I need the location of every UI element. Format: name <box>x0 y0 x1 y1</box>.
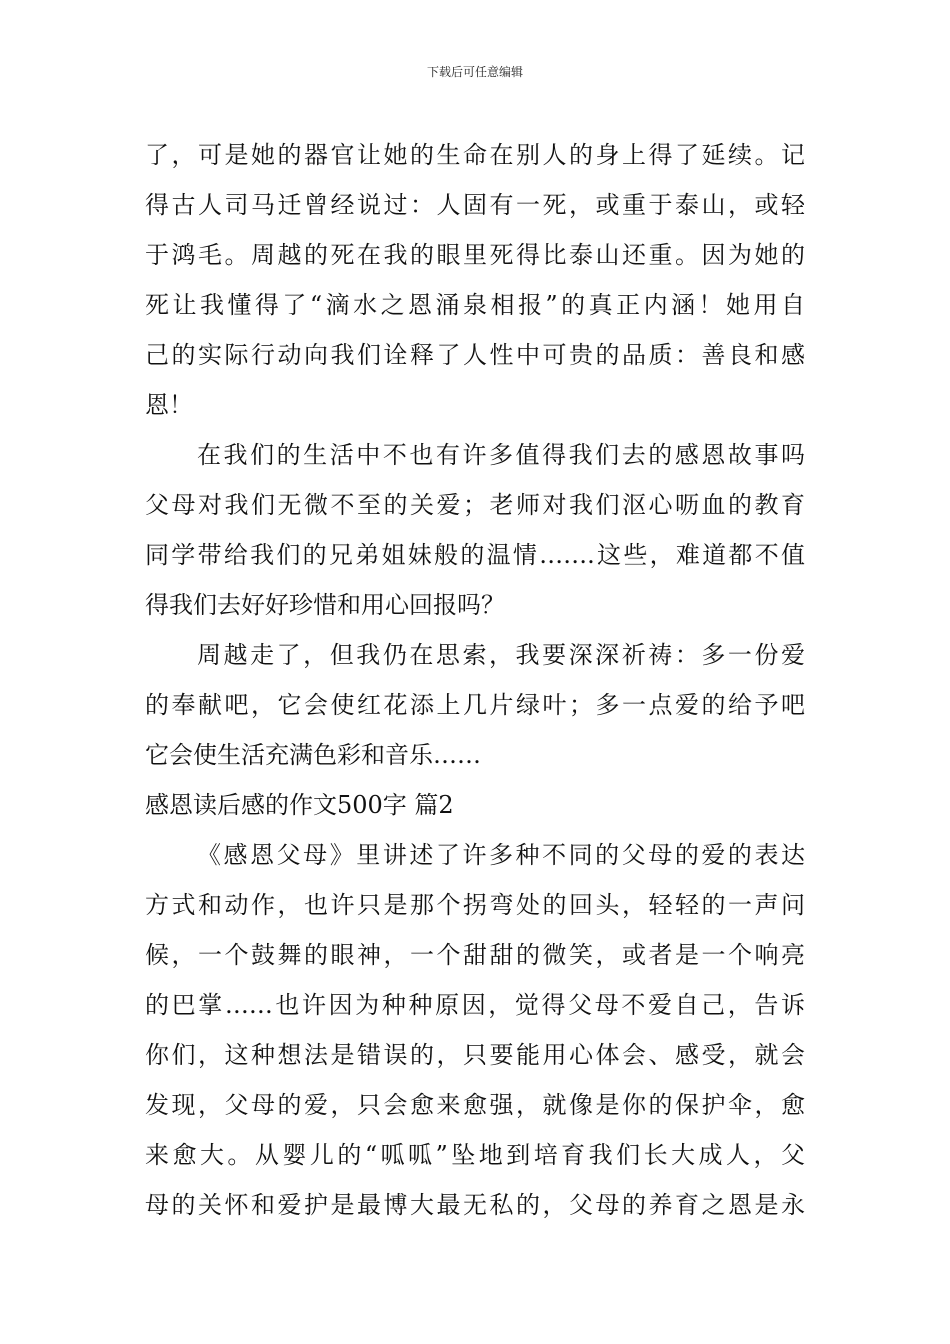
text-line: 方式和动作，也许只是那个拐弯处的回头，轻轻的一声问 <box>145 891 805 919</box>
text-line: 它会使生活充满色彩和音乐…… <box>145 741 481 769</box>
document-body <box>145 130 805 1230</box>
text-line: 周越走了，但我仍在思索，我要深深祈祷：多一份爱 <box>197 641 805 669</box>
text-line: 在我们的生活中不也有许多值得我们去的感恩故事吗 <box>197 441 805 469</box>
text-line: 了，可是她的器官让她的生命在别人的身上得了延续。记 <box>145 141 805 169</box>
text-line: 你们，这种想法是错误的，只要能用心体会、感受，就会 <box>145 1041 805 1069</box>
text-line: 的巴掌……也许因为种种原因，觉得父母不爱自己，告诉 <box>145 991 805 1019</box>
text-line: 来愈大。从婴儿的“呱呱”坠地到培育我们长大成人，父 <box>145 1141 805 1169</box>
text-line: 《感恩父母》里讲述了许多种不同的父母的爱的表达 <box>197 841 805 869</box>
text-line: 恩！ <box>145 391 193 419</box>
text-line: 得古人司马迁曾经说过：人固有一死，或重于泰山，或轻 <box>145 191 805 219</box>
section-heading: 感恩读后感的作文500字 篇2 <box>145 791 454 819</box>
text-line: 己的实际行动向我们诠释了人性中可贵的品质：善良和感 <box>145 341 805 369</box>
text-line: 得我们去好好珍惜和用心回报吗？ <box>145 591 505 619</box>
text-line: 于鸿毛。周越的死在我的眼里死得比泰山还重。因为她的 <box>145 241 805 269</box>
text-line: 发现，父母的爱，只会愈来愈强，就像是你的保护伞，愈 <box>145 1091 805 1119</box>
text-line: 候，一个鼓舞的眼神，一个甜甜的微笑，或者是一个响亮 <box>145 941 805 969</box>
text-line: 死让我懂得了“滴水之恩涌泉相报”的真正内涵！她用自 <box>145 291 805 319</box>
text-line: 的奉献吧，它会使红花添上几片绿叶；多一点爱的给予吧 <box>145 691 805 719</box>
text-line: 母的关怀和爱护是最博大最无私的，父母的养育之恩是永 <box>145 1191 805 1219</box>
page-header: 下载后可任意编辑 <box>426 65 523 79</box>
text-line: 同学带给我们的兄弟姐妹般的温情…….这些，难道都不值 <box>145 541 805 569</box>
text-line: 父母对我们无微不至的关爱；老师对我们沤心呖血的教育 <box>145 491 805 519</box>
